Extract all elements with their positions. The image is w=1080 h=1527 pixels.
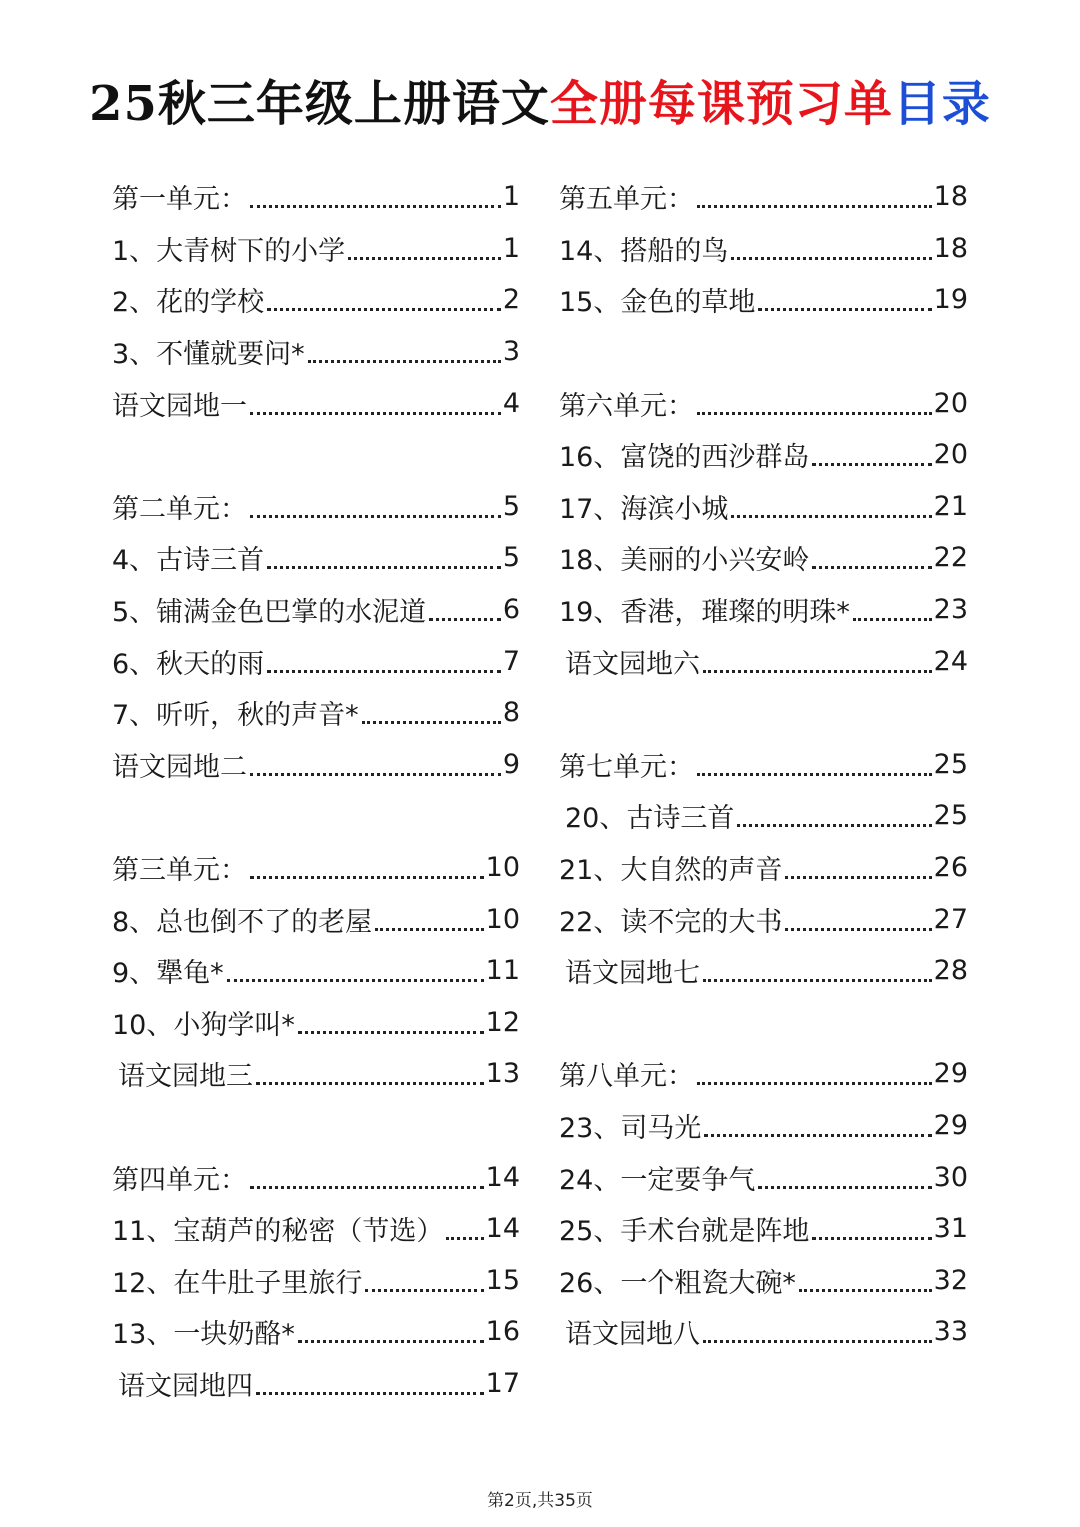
toc-entry-label: 18、美丽的小兴安岭 <box>559 545 810 577</box>
toc-entry-page: 27 <box>933 903 968 935</box>
toc-entry-lesson-5[interactable] <box>112 584 520 636</box>
toc-entry-page: 13 <box>485 1058 520 1090</box>
toc-entry-label: 26、一个粗瓷大碗* <box>559 1267 796 1299</box>
toc-entry-page: 1 <box>502 232 520 264</box>
toc-entry-lesson-18[interactable] <box>559 532 968 584</box>
toc-entry-lesson-19[interactable] <box>559 584 968 636</box>
section-spacer <box>112 1100 520 1152</box>
toc-entry-garden-7[interactable] <box>559 945 968 997</box>
title-part-grade: 25秋三年级上册语文 <box>89 76 550 132</box>
toc-entry-label: 1、大青树下的小学 <box>112 235 346 267</box>
toc-entry-lesson-11[interactable] <box>112 1203 520 1255</box>
toc-entry-label: 语文园地六 <box>565 648 700 680</box>
toc-entry-label: 13、一块奶酪* <box>112 1319 295 1351</box>
dot-leader <box>785 876 931 879</box>
dot-leader <box>697 1082 932 1085</box>
toc-entry-label: 10、小狗学叫* <box>112 1009 295 1041</box>
page-title <box>0 72 1080 136</box>
toc-entry-lesson-13[interactable] <box>112 1306 520 1358</box>
dot-leader <box>365 1289 483 1292</box>
toc-entry-label: 21、大自然的声音 <box>559 855 783 887</box>
toc-entry-page: 5 <box>502 542 520 574</box>
dot-leader <box>267 670 501 673</box>
toc-entry-unit-6[interactable] <box>559 377 968 429</box>
section-spacer <box>559 687 968 739</box>
dot-leader <box>697 205 932 208</box>
toc-entry-page: 33 <box>933 1316 968 1348</box>
dot-leader <box>250 773 501 776</box>
toc-entry-garden-4[interactable] <box>112 1358 520 1410</box>
dot-leader <box>799 1289 932 1292</box>
toc-entry-garden-3[interactable] <box>112 1048 520 1100</box>
toc-entry-label: 第四单元： <box>112 1164 247 1196</box>
toc-entry-lesson-21[interactable] <box>559 842 968 894</box>
toc-entry-page: 20 <box>933 439 968 471</box>
dot-leader <box>703 670 932 673</box>
toc-entry-label: 23、司马光 <box>559 1112 702 1144</box>
toc-entry-unit-7[interactable] <box>559 739 968 791</box>
toc-entry-lesson-6[interactable] <box>112 635 520 687</box>
dot-leader <box>250 412 501 415</box>
toc-entry-lesson-14[interactable] <box>559 223 968 275</box>
toc-entry-lesson-22[interactable] <box>559 893 968 945</box>
dot-leader <box>375 928 483 931</box>
toc-entry-label: 22、读不完的大书 <box>559 906 783 938</box>
dot-leader <box>785 928 931 931</box>
toc-right-column <box>559 171 968 1358</box>
dot-leader <box>250 205 501 208</box>
toc-entry-label: 20、古诗三首 <box>565 803 735 835</box>
dot-leader <box>298 1031 484 1034</box>
toc-entry-page: 11 <box>485 955 520 987</box>
toc-entry-page: 24 <box>933 645 968 677</box>
toc-entry-label: 12、在牛肚子里旅行 <box>112 1267 363 1299</box>
toc-entry-page: 17 <box>485 1367 520 1399</box>
toc-entry-lesson-1[interactable] <box>112 223 520 275</box>
dot-leader <box>704 1134 931 1137</box>
toc-entry-lesson-17[interactable] <box>559 481 968 533</box>
toc-entry-page: 21 <box>933 490 968 522</box>
dot-leader <box>267 566 501 569</box>
dot-leader <box>250 515 501 518</box>
toc-entry-page: 18 <box>933 232 968 264</box>
toc-entry-label: 第二单元： <box>112 493 247 525</box>
dot-leader <box>308 360 501 363</box>
toc-entry-page: 2 <box>502 284 520 316</box>
dot-leader <box>697 773 932 776</box>
section-spacer <box>559 997 968 1049</box>
toc-entry-page: 28 <box>933 955 968 987</box>
dot-leader <box>853 618 932 621</box>
toc-entry-page: 29 <box>933 1109 968 1141</box>
dot-leader <box>362 721 501 724</box>
title-part-highlight: 全册每课预习单 <box>549 76 893 132</box>
toc-entry-label: 第六单元： <box>559 390 694 422</box>
toc-entry-label: 语文园地八 <box>565 1319 700 1351</box>
toc-entry-lesson-25[interactable] <box>559 1203 968 1255</box>
toc-entry-page: 9 <box>502 748 520 780</box>
toc-entry-page: 22 <box>933 542 968 574</box>
toc-entry-page: 14 <box>485 1213 520 1245</box>
toc-entry-page: 12 <box>485 1006 520 1038</box>
dot-leader <box>267 308 501 311</box>
toc-entry-page: 18 <box>933 181 968 213</box>
toc-entry-lesson-9[interactable] <box>112 945 520 997</box>
toc-entry-page: 25 <box>933 748 968 780</box>
dot-leader <box>731 515 931 518</box>
dot-leader <box>812 566 931 569</box>
dot-leader <box>348 257 501 260</box>
toc-entry-page: 5 <box>502 490 520 522</box>
toc-entry-label: 19、香港，璀璨的明珠* <box>559 597 850 629</box>
toc-entry-label: 语文园地三 <box>118 1061 253 1093</box>
toc-entry-label: 7、听听，秋的声音* <box>112 700 359 732</box>
toc-entry-garden-2[interactable] <box>112 739 520 791</box>
toc-entry-garden-1[interactable] <box>112 377 520 429</box>
toc-entry-label: 第七单元： <box>559 751 694 783</box>
toc-entry-page: 15 <box>485 1264 520 1296</box>
toc-entry-page: 20 <box>933 387 968 419</box>
toc-entry-lesson-26[interactable] <box>559 1254 968 1306</box>
toc-entry-garden-8[interactable] <box>559 1306 968 1358</box>
toc-entry-label: 第一单元： <box>112 184 247 216</box>
toc-entry-page: 29 <box>933 1058 968 1090</box>
toc-entry-garden-6[interactable] <box>559 635 968 687</box>
toc-entry-unit-3[interactable] <box>112 842 520 894</box>
section-spacer <box>112 429 520 481</box>
dot-leader <box>703 1340 932 1343</box>
dot-leader <box>758 1186 931 1189</box>
toc-entry-page: 25 <box>933 800 968 832</box>
toc-entry-lesson-3[interactable] <box>112 326 520 378</box>
toc-entry-label: 语文园地一 <box>112 390 247 422</box>
toc-entry-page: 16 <box>485 1316 520 1348</box>
dot-leader <box>737 824 931 827</box>
toc-entry-lesson-7[interactable] <box>112 687 520 739</box>
toc-entry-label: 语文园地二 <box>112 751 247 783</box>
toc-entry-page: 4 <box>502 387 520 419</box>
toc-entry-page: 23 <box>933 594 968 626</box>
toc-entry-page: 32 <box>933 1264 968 1296</box>
toc-entry-label: 4、古诗三首 <box>112 545 265 577</box>
toc-entry-lesson-15[interactable] <box>559 274 968 326</box>
toc-entry-page: 8 <box>502 697 520 729</box>
toc-entry-page: 3 <box>502 336 520 368</box>
toc-entry-label: 9、犟龟* <box>112 958 224 990</box>
section-spacer <box>559 326 968 378</box>
dot-leader <box>812 463 931 466</box>
toc-entry-label: 6、秋天的雨 <box>112 648 265 680</box>
dot-leader <box>256 1392 484 1395</box>
toc-entry-label: 17、海滨小城 <box>559 493 729 525</box>
dot-leader <box>429 618 501 621</box>
toc-entry-label: 24、一定要争气 <box>559 1164 756 1196</box>
toc-entry-lesson-2[interactable] <box>112 274 520 326</box>
toc-entry-page: 14 <box>485 1161 520 1193</box>
toc-entry-page: 1 <box>502 181 520 213</box>
toc-entry-page: 10 <box>485 852 520 884</box>
title-part-toc: 目录 <box>892 76 991 132</box>
toc-entry-lesson-12[interactable] <box>112 1254 520 1306</box>
toc-entry-unit-1[interactable] <box>112 171 520 223</box>
toc-entry-page: 31 <box>933 1213 968 1245</box>
toc-entry-label: 16、富饶的西沙群岛 <box>559 442 810 474</box>
toc-entry-label: 第五单元： <box>559 184 694 216</box>
toc-entry-page: 26 <box>933 852 968 884</box>
toc-entry-lesson-24[interactable] <box>559 1151 968 1203</box>
toc-entry-unit-2[interactable] <box>112 481 520 533</box>
toc-entry-label: 语文园地七 <box>565 958 700 990</box>
toc-entry-label: 14、搭船的鸟 <box>559 235 729 267</box>
toc-entry-page: 7 <box>502 645 520 677</box>
toc-entry-unit-8[interactable] <box>559 1048 968 1100</box>
toc-entry-page: 19 <box>933 284 968 316</box>
dot-leader <box>250 876 484 879</box>
toc-entry-label: 2、花的学校 <box>112 287 265 319</box>
dot-leader <box>697 412 932 415</box>
toc-entry-lesson-8[interactable] <box>112 893 520 945</box>
dot-leader <box>758 308 931 311</box>
toc-entry-unit-4[interactable] <box>112 1151 520 1203</box>
toc-left-column <box>112 171 520 1409</box>
section-spacer <box>112 790 520 842</box>
dot-leader <box>446 1237 483 1240</box>
toc-entry-lesson-4[interactable] <box>112 532 520 584</box>
toc-entry-label: 8、总也倒不了的老屋 <box>112 906 373 938</box>
toc-entry-label: 15、金色的草地 <box>559 287 756 319</box>
dot-leader <box>703 979 932 982</box>
toc-entry-page: 6 <box>502 594 520 626</box>
dot-leader <box>227 979 484 982</box>
toc-entry-unit-5[interactable] <box>559 171 968 223</box>
dot-leader <box>812 1237 931 1240</box>
toc-entry-label: 3、不懂就要问* <box>112 339 305 371</box>
toc-entry-label: 25、手术台就是阵地 <box>559 1216 810 1248</box>
toc-entry-label: 第三单元： <box>112 855 247 887</box>
toc-entry-label: 第八单元： <box>559 1061 694 1093</box>
toc-entry-page: 10 <box>485 903 520 935</box>
toc-entry-lesson-20[interactable] <box>559 790 968 842</box>
dot-leader <box>256 1082 484 1085</box>
dot-leader <box>298 1340 484 1343</box>
dot-leader <box>250 1186 484 1189</box>
toc-entry-lesson-23[interactable] <box>559 1100 968 1152</box>
toc-entry-lesson-10[interactable] <box>112 997 520 1049</box>
toc-entry-lesson-16[interactable] <box>559 429 968 481</box>
toc-entry-label: 语文园地四 <box>118 1370 253 1402</box>
dot-leader <box>731 257 931 260</box>
toc-entry-label: 5、铺满金色巴掌的水泥道 <box>112 597 427 629</box>
page-number-footer: 第2页,共35页 <box>487 1491 593 1511</box>
toc-entry-page: 30 <box>933 1161 968 1193</box>
toc-entry-label: 11、宝葫芦的秘密（节选） <box>112 1216 444 1248</box>
